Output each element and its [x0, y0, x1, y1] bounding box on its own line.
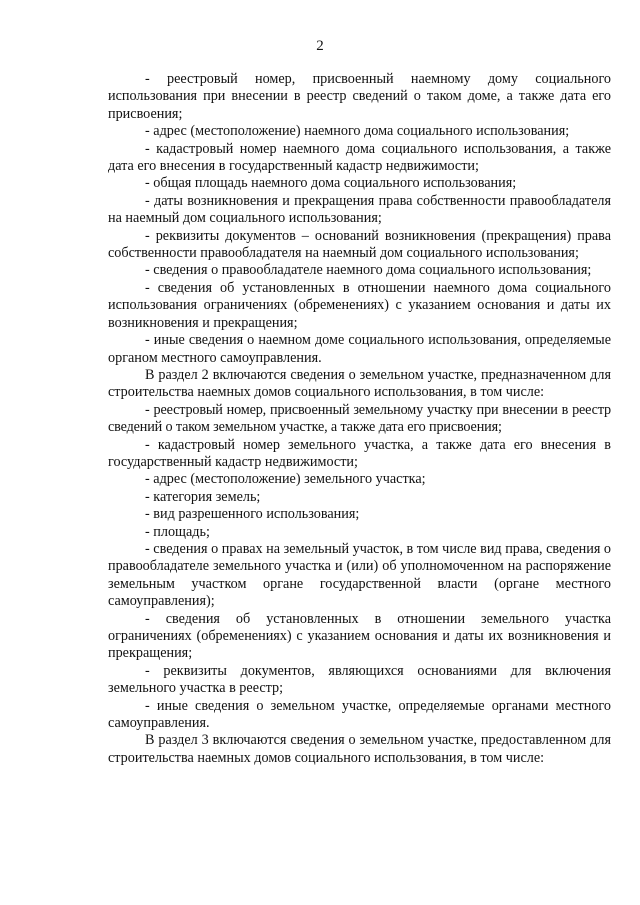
paragraph-land-address: - адрес (местоположение) земельного участка; [145, 471, 426, 488]
paragraph-section-3-intro: В раздел 3 включаются сведения о земельном участке, предоставленном для строительства наемных домов социального использования, в том числе: [108, 732, 611, 766]
paragraph-house-other-info: - иные сведения о наемном доме социального использования, определяемые органом местного самоуправления. [108, 332, 611, 366]
paragraph-house-cadastral-number: - кадастровый номер наемного дома социального использования, а также дата его внесения в государственный кадастр недвижимости; [108, 140, 611, 175]
paragraph-land-rights: - сведения о правах на земельный участок, в том числе вид права, сведения о правообладателе земельного участка и (или) об уполномоченном на распоряжение земельным участком органе государственной власти (органе местного самоуправления); [108, 540, 611, 610]
paragraph-registry-number-house: - реестровый номер, присвоенный наемному дому социального использования при внесении в реестр сведений о таком доме, а также дата его присвоения; [108, 71, 611, 122]
paragraph-land-other-info: - иные сведения о земельном участке, определяемые органами местного самоуправления. [108, 697, 611, 732]
document-body [108, 71, 611, 767]
paragraph-ownership-documents: - реквизиты документов – оснований возникновения (прекращения) права собственности правообладателя на наемный дом социального использования; [108, 227, 611, 262]
paragraph-house-owner-info: - сведения о правообладателе наемного дома социального использования; [145, 262, 592, 279]
paragraph-permitted-use: - вид разрешенного использования; [145, 506, 360, 523]
page-number: 2 [316, 38, 324, 54]
paragraph-section-2-intro: В раздел 2 включаются сведения о земельном участке, предназначенном для строительства наемных домов социального использования, в том числе: [108, 366, 611, 401]
paragraph-land-area: - площадь; [145, 523, 210, 540]
paragraph-land-cadastral-number: - кадастровый номер земельного участка, а также дата его внесения в государственный кадастр недвижимости; [108, 436, 611, 470]
paragraph-house-total-area: - общая площадь наемного дома социального использования; [145, 175, 517, 192]
paragraph-house-address: - адрес (местоположение) наемного дома социального использования; [145, 123, 570, 140]
paragraph-house-encumbrances: - сведения об установленных в отношении наемного дома социального использования ограничениях (обременениях) с указанием основания и даты их возникновения и прекращения; [108, 279, 611, 331]
paragraph-land-category: - категория земель; [145, 488, 261, 505]
paragraph-registry-number-land: - реестровый номер, присвоенный земельному участку при внесении в реестр сведений о таком земельном участке, а также дата его присвоения; [108, 401, 611, 436]
paragraph-inclusion-documents: - реквизиты документов, являющихся основаниями для включения земельного участка в реестр; [108, 662, 611, 697]
paragraph-land-encumbrances: - сведения об установленных в отношении земельного участка ограничениях (обременениях) с указанием основания и даты их возникновения и прекращения; [108, 610, 611, 662]
paragraph-ownership-dates: - даты возникновения и прекращения права собственности правообладателя на наемный дом социального использования; [108, 192, 611, 227]
